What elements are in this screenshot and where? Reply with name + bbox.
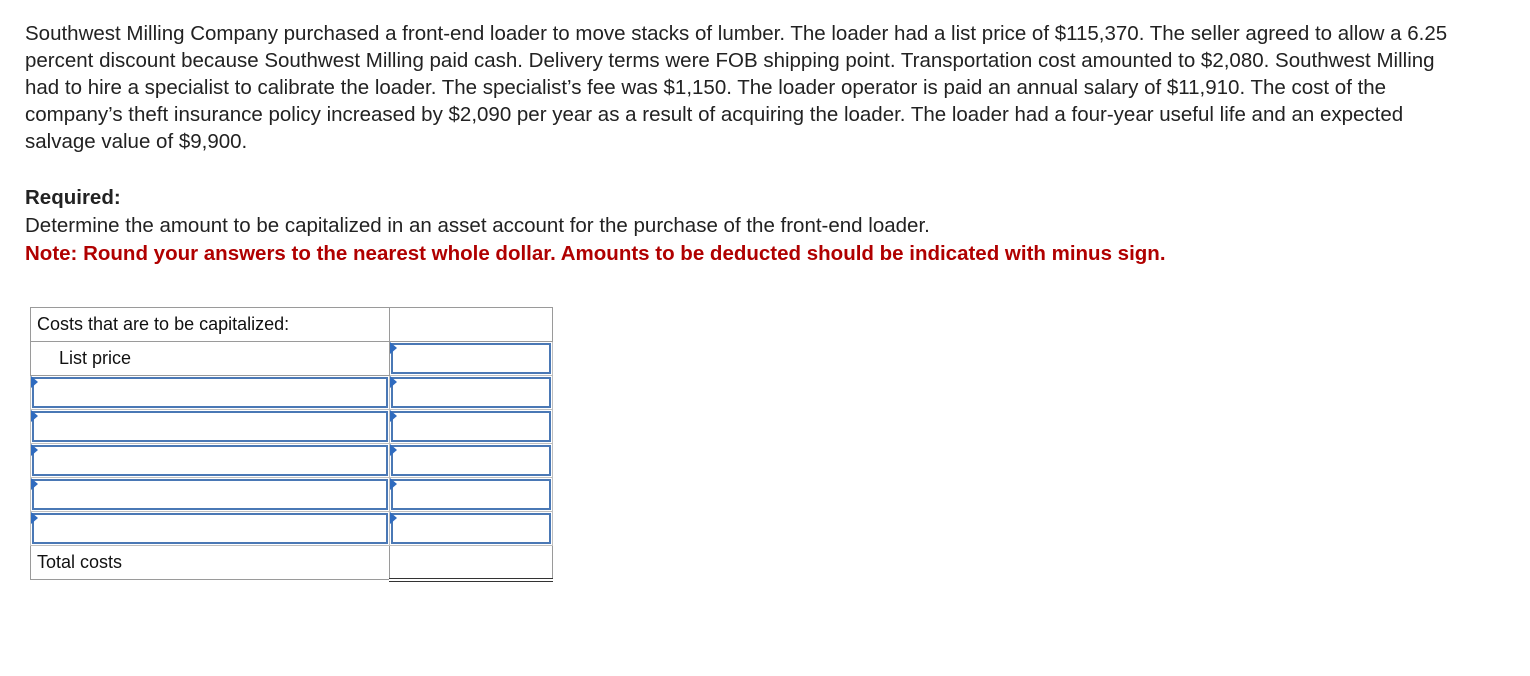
input-flag-icon bbox=[390, 342, 397, 354]
cost-value-input-1[interactable] bbox=[393, 379, 549, 406]
capitalized-costs-table bbox=[30, 307, 553, 582]
dropdown-flag-icon bbox=[31, 410, 38, 422]
cost-label-cell-2 bbox=[31, 410, 390, 444]
cost-value-box-1 bbox=[391, 377, 551, 408]
cost-value-box-2 bbox=[391, 411, 551, 442]
cost-value-cell-4 bbox=[390, 478, 553, 512]
list-price-input-box bbox=[391, 343, 551, 374]
input-flag-icon bbox=[390, 512, 397, 524]
cost-label-input-3[interactable] bbox=[34, 447, 386, 474]
cost-value-input-4[interactable] bbox=[393, 481, 549, 508]
rounding-note: Note: Round your answers to the nearest whole dollar. Amounts to be deducted should be indicated with minus sign. bbox=[25, 242, 1166, 265]
dropdown-flag-icon bbox=[31, 444, 38, 456]
dropdown-flag-icon bbox=[31, 478, 38, 490]
cost-value-cell-5 bbox=[390, 512, 553, 546]
cost-label-box-1 bbox=[32, 377, 388, 408]
header-value-cell bbox=[390, 308, 553, 342]
total-label: Total costs bbox=[31, 546, 390, 580]
cost-value-box-5 bbox=[391, 513, 551, 544]
cost-value-cell-2 bbox=[390, 410, 553, 444]
cost-value-input-5[interactable] bbox=[393, 515, 549, 542]
list-price-row bbox=[31, 342, 553, 376]
required-instruction: Determine the amount to be capitalized in an asset account for the purchase of the front-end loader. bbox=[25, 214, 930, 237]
list-price-input[interactable] bbox=[393, 345, 549, 372]
cost-label-input-5[interactable] bbox=[34, 515, 386, 542]
cost-value-input-3[interactable] bbox=[393, 447, 549, 474]
cost-row-3 bbox=[31, 444, 553, 478]
dropdown-flag-icon bbox=[31, 512, 38, 524]
cost-row-2 bbox=[31, 410, 553, 444]
cost-value-box-4 bbox=[391, 479, 551, 510]
cost-label-cell-4 bbox=[31, 478, 390, 512]
cost-label-box-2 bbox=[32, 411, 388, 442]
problem-statement: Southwest Milling Company purchased a front-end loader to move stacks of lumber. The loader had a list price of $115,370. The seller agreed to allow a 6.25 percent discount because Southwest Milling paid cash. Delivery terms were FOB shipping point. Transportation cost amounted to $2,080. Southwest Milling had to hire a specialist to calibrate the loader. The specialist’s fee was $1,150. The loader operator is paid an annual salary of $11,910. The cost of the company’s theft insurance policy increased by $2,090 per year as a result of acquiring the loader. The loader had a four-year useful life and an expected salvage value of $9,900. bbox=[25, 22, 1448, 153]
input-flag-icon bbox=[390, 444, 397, 456]
cost-row-5 bbox=[31, 512, 553, 546]
required-heading: Required: bbox=[25, 186, 121, 209]
cost-label-input-1[interactable] bbox=[34, 379, 386, 406]
input-flag-icon bbox=[390, 478, 397, 490]
cost-label-box-4 bbox=[32, 479, 388, 510]
total-row bbox=[31, 546, 553, 580]
cost-value-cell-1 bbox=[390, 376, 553, 410]
cost-value-input-2[interactable] bbox=[393, 413, 549, 440]
dropdown-flag-icon bbox=[31, 376, 38, 388]
input-flag-icon bbox=[390, 410, 397, 422]
cost-row-1 bbox=[31, 376, 553, 410]
cost-label-input-4[interactable] bbox=[34, 481, 386, 508]
input-flag-icon bbox=[390, 376, 397, 388]
cost-label-cell-3 bbox=[31, 444, 390, 478]
cost-row-4 bbox=[31, 478, 553, 512]
header-label-cell: Costs that are to be capitalized: bbox=[31, 308, 390, 342]
required-section bbox=[25, 184, 1465, 268]
cost-label-cell-1 bbox=[31, 376, 390, 410]
table-header-row bbox=[31, 308, 553, 342]
cost-label-input-2[interactable] bbox=[34, 413, 386, 440]
list-price-label: List price bbox=[31, 342, 390, 376]
cost-label-box-3 bbox=[32, 445, 388, 476]
list-price-value-cell bbox=[390, 342, 553, 376]
total-value-cell bbox=[390, 546, 553, 580]
cost-label-box-5 bbox=[32, 513, 388, 544]
cost-value-box-3 bbox=[391, 445, 551, 476]
cost-value-cell-3 bbox=[390, 444, 553, 478]
cost-label-cell-5 bbox=[31, 512, 390, 546]
